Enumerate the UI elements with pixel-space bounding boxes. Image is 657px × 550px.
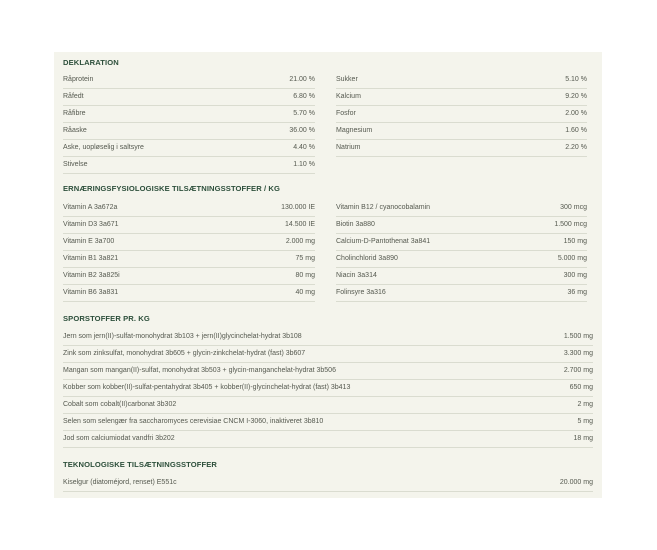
row-label: Fosfor	[336, 110, 356, 117]
feed-declaration-panel	[54, 52, 602, 498]
table-row	[336, 267, 587, 285]
table-row	[336, 105, 587, 123]
row-label: Natrium	[336, 144, 361, 151]
table-row	[63, 199, 315, 217]
row-label: Biotin 3a880	[336, 221, 375, 228]
row-value: 80 mg	[295, 272, 315, 279]
table-row	[63, 362, 593, 380]
row-value: 2.20 %	[565, 144, 587, 151]
table-row	[336, 122, 587, 140]
row-value: 40 mg	[295, 289, 315, 296]
row-value: 2.700 mg	[563, 367, 593, 374]
row-label: Råfibre	[63, 110, 86, 117]
table-row	[63, 267, 315, 285]
row-label: Folinsyre 3a316	[336, 289, 386, 296]
row-label: Niacin 3a314	[336, 272, 377, 279]
row-value: 36 mg	[567, 289, 587, 296]
row-value: 3.300 mg	[563, 350, 593, 357]
table-row	[63, 430, 593, 448]
row-value: 4.40 %	[293, 144, 315, 151]
table-row	[63, 71, 315, 89]
row-value: 5 mg	[577, 418, 593, 425]
row-value: 5.70 %	[293, 110, 315, 117]
table-row	[63, 233, 315, 251]
row-label: Jern som jern(II)-sulfat-monohydrat 3b103 + jern(II)glycinchelat-hydrat 3b108	[63, 333, 302, 340]
row-value: 21.00 %	[289, 76, 315, 83]
row-label: Vitamin B12 / cyanocobalamin	[336, 204, 431, 211]
row-label: Vitamin D3 3a671	[63, 221, 119, 228]
table-row	[63, 413, 593, 431]
row-value: 300 mg	[563, 272, 587, 279]
row-label: Stivelse	[63, 161, 88, 168]
row-value: 5.10 %	[565, 76, 587, 83]
row-label: Mangan som mangan(II)-sulfat, monohydrat 3b503 + glycin-manganchelat-hydrat 3b506	[63, 367, 336, 374]
row-label: Cobalt som cobalt(II)carbonat 3b302	[63, 401, 177, 408]
row-value: 2.000 mg	[285, 238, 315, 245]
row-value: 1.500 mg	[563, 333, 593, 340]
table-row	[336, 216, 587, 234]
row-label: Sukker	[336, 76, 358, 83]
table-row	[63, 139, 315, 157]
row-value: 130.000 IE	[281, 204, 315, 211]
table-row	[336, 284, 587, 302]
row-value: 650 mg	[569, 384, 593, 391]
row-label: Vitamin A 3a672a	[63, 204, 118, 211]
row-value: 300 mcg	[560, 204, 587, 211]
table-row	[63, 345, 593, 363]
table-row	[63, 379, 593, 397]
row-label: Cholinchlorid 3a890	[336, 255, 398, 262]
row-value: 2 mg	[577, 401, 593, 408]
row-label: Selen som selengær fra saccharomyces cerevisiae CNCM I-3060, inaktiveret 3b810	[63, 418, 324, 425]
table-row	[63, 122, 315, 140]
row-label: Kobber som kobber(II)-sulfat-pentahydrat 3b405 + kobber(II)-glycinchelat-hydrat (fast) 3b413	[63, 384, 351, 391]
table-row	[336, 139, 587, 157]
row-label: Råprotein	[63, 76, 94, 83]
row-label: Magnesium	[336, 127, 373, 134]
row-label: Vitamin B1 3a821	[63, 255, 119, 262]
row-value: 150 mg	[563, 238, 587, 245]
row-value: 36.00 %	[289, 127, 315, 134]
row-label: Kiselgur (diatoméjord, renset) E551c	[63, 479, 177, 486]
row-value: 18 mg	[573, 435, 593, 442]
table-row	[63, 250, 315, 268]
row-value: 1.500 mcg	[554, 221, 587, 228]
row-value: 1.10 %	[293, 161, 315, 168]
row-value: 20.000 mg	[559, 479, 593, 486]
table-row	[63, 328, 593, 346]
table-row	[63, 396, 593, 414]
table-row	[63, 216, 315, 234]
row-label: Aske, uopløselig i saltsyre	[63, 144, 144, 151]
table-row	[336, 233, 587, 251]
section-title-nutritional-additives: ERNÆRINGSFYSIOLOGISKE TILSÆTNINGSSTOFFER / KG	[63, 184, 280, 193]
row-label: Vitamin B6 3a831	[63, 289, 119, 296]
row-value: 6.80 %	[293, 93, 315, 100]
row-value: 14.500 IE	[285, 221, 315, 228]
row-value: 75 mg	[295, 255, 315, 262]
row-label: Råaske	[63, 127, 87, 134]
section-title-technological-additives: TEKNOLOGISKE TILSÆTNINGSSTOFFER	[63, 460, 217, 469]
row-label: Kalcium	[336, 93, 361, 100]
row-value: 5.000 mg	[557, 255, 587, 262]
row-label: Råfedt	[63, 93, 84, 100]
section-title-declaration: DEKLARATION	[63, 58, 119, 67]
table-row	[336, 199, 587, 217]
table-row	[336, 71, 587, 89]
row-value: 2.00 %	[565, 110, 587, 117]
row-label: Zink som zinksulfat, monohydrat 3b605 + glycin-zinkchelat-hydrat (fast) 3b607	[63, 350, 306, 357]
row-label: Jod som calciumiodat vandfri 3b202	[63, 435, 175, 442]
table-row	[336, 88, 587, 106]
table-row	[336, 250, 587, 268]
table-row	[63, 88, 315, 106]
row-label: Vitamin B2 3a825i	[63, 272, 120, 279]
table-row	[63, 156, 315, 174]
table-row	[63, 105, 315, 123]
table-row	[63, 474, 593, 492]
row-value: 9.20 %	[565, 93, 587, 100]
row-value: 1.60 %	[565, 127, 587, 134]
row-label: Vitamin E 3a700	[63, 238, 115, 245]
table-row	[63, 284, 315, 302]
section-title-trace-elements: SPORSTOFFER PR. KG	[63, 314, 150, 323]
row-label: Calcium-D-Pantothenat 3a841	[336, 238, 431, 245]
